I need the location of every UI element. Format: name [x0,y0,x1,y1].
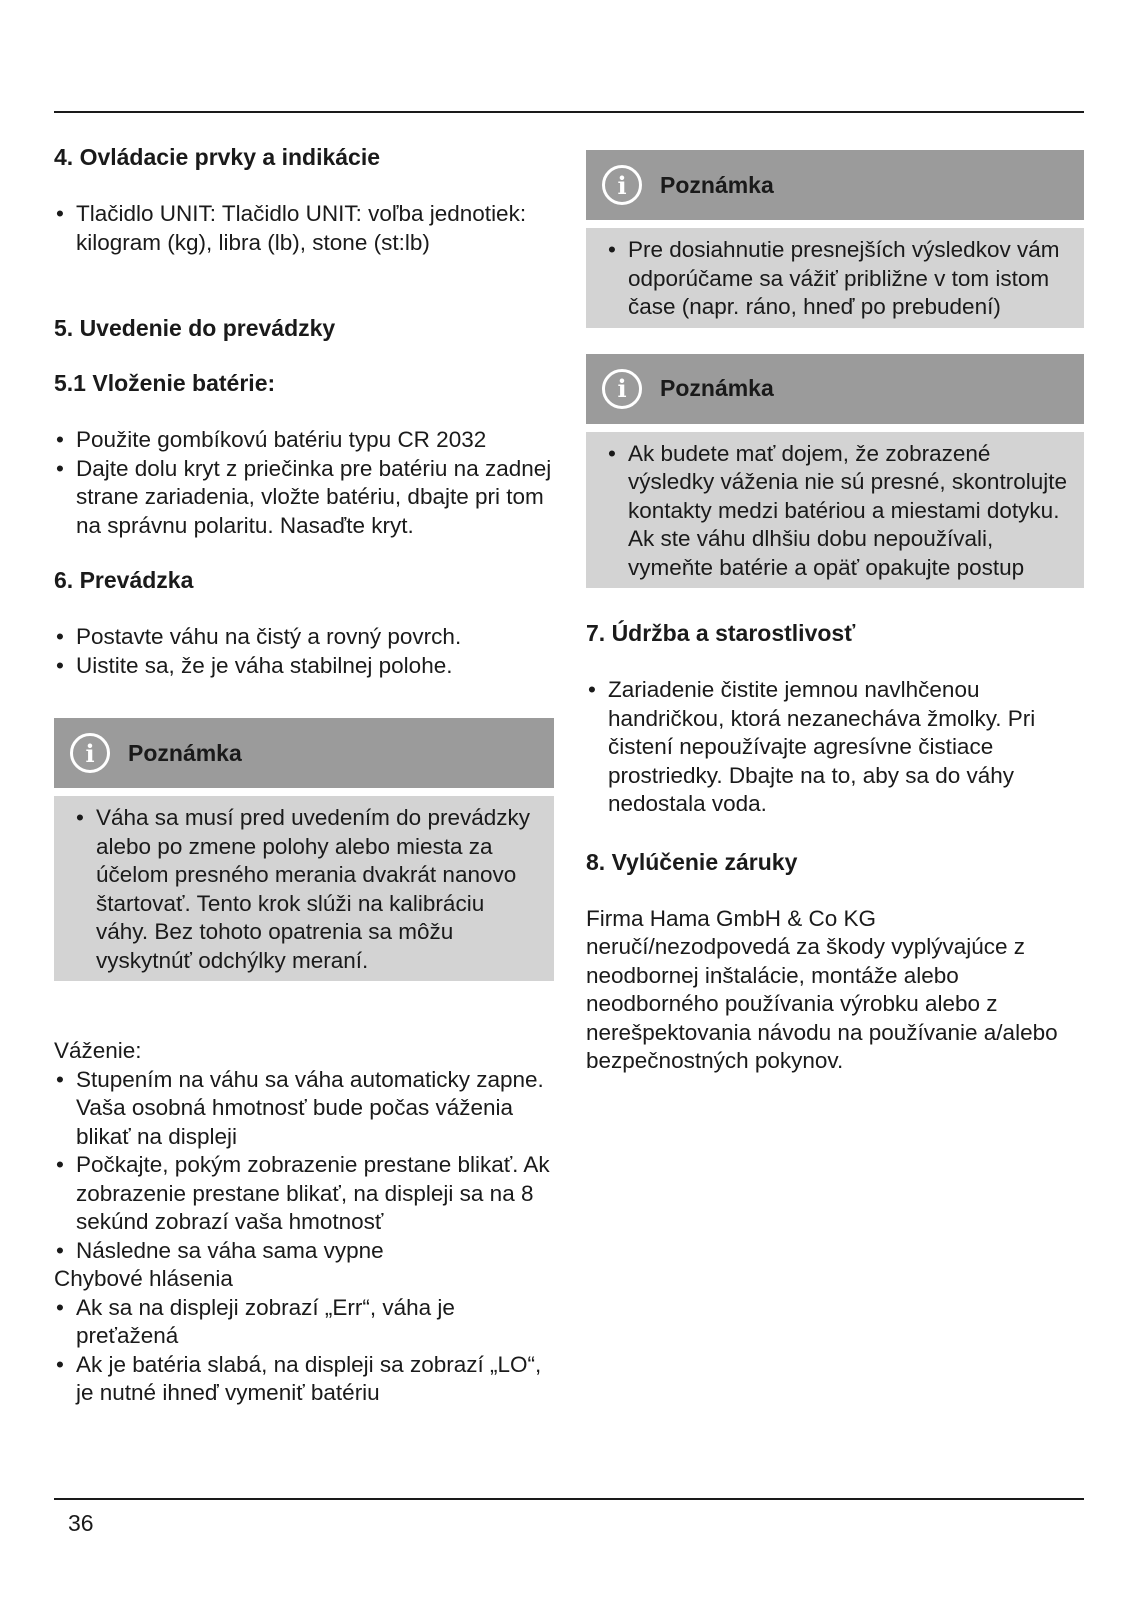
note-list [74,804,540,975]
list-item: • Ak sa na displeji zobrazí „Err“, váha je preťažená [54,1294,554,1351]
note-text: • Pre dosiahnutie presnejších výsledkov vám odporúčame sa vážiť približne v tom istom čase (napr. ráno, hneď po prebudení) [606,236,1070,322]
note-box [54,718,554,981]
weighing-list [54,1066,554,1266]
section-6-list [54,623,554,680]
list-item: • Tlačidlo UNIT: Tlačidlo UNIT: voľba jednotiek: kilogram (kg), libra (lb), stone (st:lb) [54,200,554,257]
note-box [586,354,1084,589]
list-item: • Dajte dolu kryt z priečinka pre batériu na zadnej strane zariadenia, vložte batériu, dbajte pri tom na správnu polaritu. Nasaďte kryt. [54,455,554,541]
right-column [586,150,1084,1076]
note-text: • Váha sa musí pred uvedením do prevádzky alebo po zmene polohy alebo miesta za účelom presného merania dvakrát nanovo štartovať. Tento krok slúži na kalibráciu váhy. Bez tohoto opatrenia sa môžu vyskytnúť odchýlky meraní. [74,804,540,975]
note-list [606,440,1070,583]
section-4-list [54,200,554,257]
section-7-list [586,676,1084,819]
section-4-title: 4. Ovládacie prvky a indikácie [54,144,381,170]
info-icon: i [70,733,110,773]
note-title: Poznámka [128,739,242,766]
note-header [586,150,1084,220]
list-item: • Použite gombíkovú batériu typu CR 2032 [54,426,554,455]
note-list [606,236,1070,322]
note-title: Poznámka [660,375,774,401]
note-body [54,796,554,981]
bottom-rule [54,1498,1084,1500]
page-number: 36 [68,1510,94,1536]
list-item: • Počkajte, pokým zobrazenie prestane blikať. Ak zobrazenie prestane blikať, na displeji sa na 8 sekúnd zobrazí vaša hmotnosť [54,1151,554,1237]
left-column [54,142,554,1408]
list-item: • Postavte váhu na čistý a rovný povrch. [54,623,554,652]
errors-list [54,1294,554,1408]
note-header [54,718,554,788]
section-8-text: Firma Hama GmbH & Co KG neručí/nezodpovedá za škody vyplývajúce z neodbornej inštalácie, montáže alebo neodborného používania výrobku alebo z nerešpektovania návodu na používanie a/alebo bezpečnostných pokynov. [586,905,1058,1073]
note-text: • Ak budete mať dojem, že zobrazené výsledky váženia nie sú presné, skontrolujte kontakty medzi batériou a miestami dotyku. Ak ste váhu dlhšiu dobu nepoužívali, vymeňte batérie a opäť opakujte postup [606,440,1070,583]
note-box [586,150,1084,328]
section-6-title: 6. Prevádzka [54,567,194,593]
weighing-label: Váženie: [54,1038,142,1063]
note-body [586,228,1084,328]
list-item: • Následne sa váha sama vypne [54,1237,554,1266]
section-8-title: 8. Vylúčenie záruky [586,848,798,875]
section-7-title: 7. Údržba a starostlivosť [586,620,856,646]
info-icon: i [602,369,642,409]
info-icon: i [602,165,642,205]
note-title: Poznámka [660,171,774,198]
section-5-1-title: 5.1 Vloženie batérie: [54,370,276,396]
note-body [586,432,1084,589]
note-header [586,354,1084,424]
list-item: • Ak je batéria slabá, na displeji sa zobrazí „LO“, je nutné ihneď vymeniť batériu [54,1351,554,1408]
section-5-1-list [54,426,554,540]
errors-label: Chybové hlásenia [54,1266,233,1291]
list-item: • Stupením na váhu sa váha automaticky zapne. Vaša osobná hmotnosť bude počas váženia blikať na displeji [54,1066,554,1152]
list-item: • Uistite sa, že je váha stabilnej polohe. [54,652,554,681]
top-rule [54,111,1084,113]
list-item: • Zariadenie čistite jemnou navlhčenou handričkou, ktorá nezanecháva žmolky. Pri čistení nepoužívajte agresívne čistiace prostriedky. Dbajte na to, aby sa do váhy nedostala voda. [586,676,1084,819]
section-5-title: 5. Uvedenie do prevádzky [54,315,336,341]
